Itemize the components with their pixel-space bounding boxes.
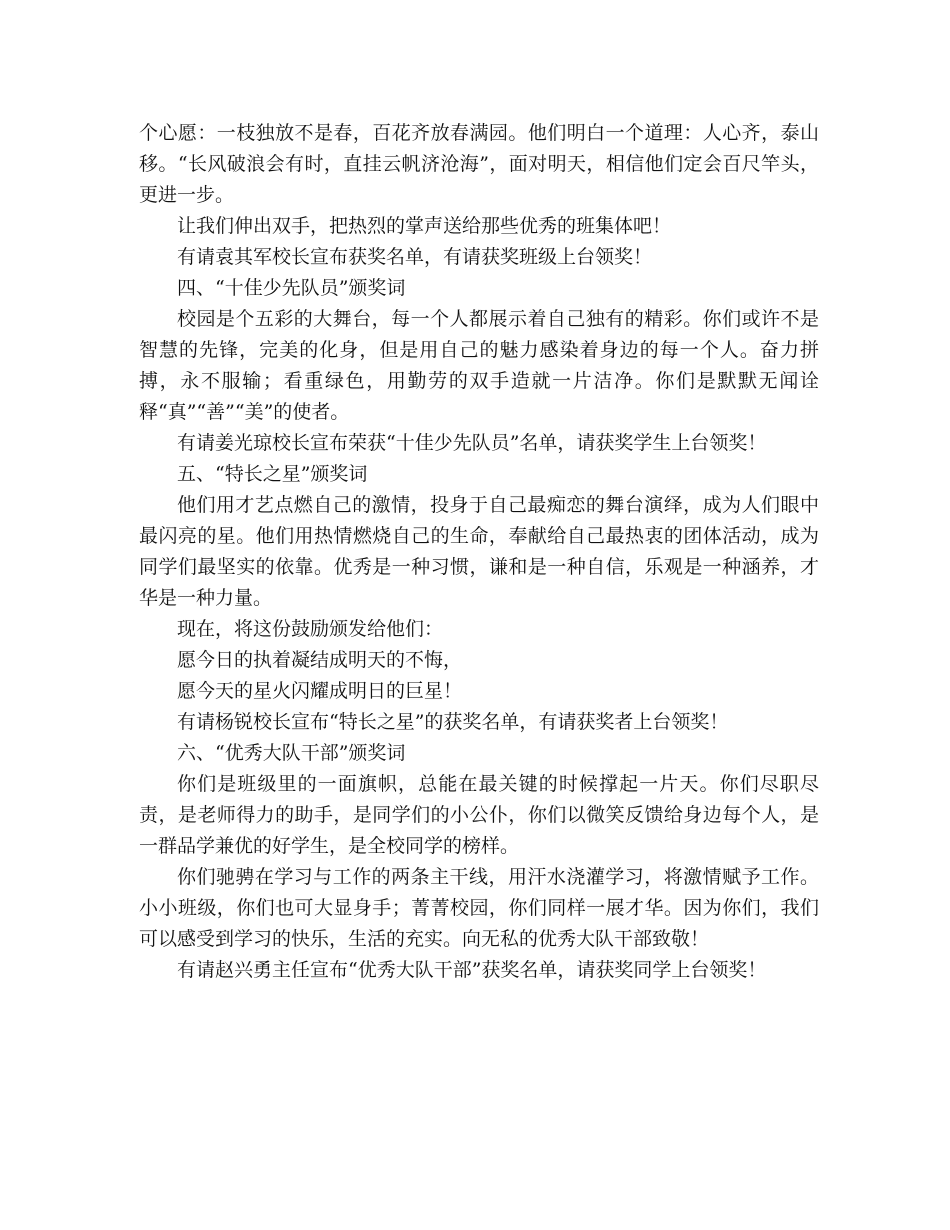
paragraph-wish-line-1: 愿今日的执着凝结成明天的不悔， bbox=[177, 649, 463, 671]
paragraph-continuation: 个心愿：一枝独放不是春，百花齐放春满园。他们明白一个道理：人心齐，泰山移。“长风破浪会有时，直挂云帆济沧海”，面对明天，相信他们定会百尺竿头，更进一步。 bbox=[139, 122, 819, 206]
paragraph-wish-line-2: 愿今天的星火闪耀成明日的巨星！ bbox=[177, 680, 463, 702]
paragraph-talent-speech: 他们用才艺点燃自己的激情，投身于自己最痴恋的舞台演绎，成为人们眼中最闪亮的星。他们用热情燃烧自己的生命，奉献给自己最热衷的团体活动，成为同学们最坚实的依靠。优秀是一种习惯，谦和是一种自信，乐观是一种涵养，才华是一种力量。 bbox=[139, 494, 819, 609]
section-heading-top-ten-pioneers: 四、“十佳少先队员”颁奖词 bbox=[177, 277, 406, 299]
document-body bbox=[139, 118, 819, 986]
paragraph-applause: 让我们伸出双手，把热烈的掌声送给那些优秀的班集体吧！ bbox=[177, 215, 672, 237]
section-heading-brigade-cadres: 六、“优秀大队干部”颁奖词 bbox=[177, 742, 406, 764]
paragraph-cadres-speech-2: 你们驰骋在学习与工作的两条主干线，用汗水浇灌学习，将激情赋予工作。小小班级，你们也可大显身手；菁菁校园，你们同样一展才华。因为你们，我们可以感受到学习的快乐，生活的充实。向无私的优秀大队干部致敬！ bbox=[139, 866, 819, 950]
section-heading-talent-stars: 五、“特长之星”颁奖词 bbox=[177, 463, 368, 485]
paragraph-announce-pioneers: 有请姜光琼校长宣布荣获“十佳少先队员”名单，请获奖学生上台领奖！ bbox=[177, 432, 767, 454]
paragraph-announce-class-awards: 有请袁其军校长宣布获奖名单，有请获奖班级上台领奖！ bbox=[177, 246, 653, 268]
paragraph-announce-talent: 有请杨锐校长宣布“特长之星”的获奖名单，有请获奖者上台领奖！ bbox=[177, 711, 729, 733]
paragraph-present-encouragement: 现在，将这份鼓励颁发给他们： bbox=[177, 618, 444, 640]
paragraph-cadres-speech-1: 你们是班级里的一面旗帜，总能在最关键的时候撑起一片天。你们尽职尽责，是老师得力的助手，是同学们的小公仆，你们以微笑反馈给身边每个人，是一群品学兼优的好学生，是全校同学的榜样。 bbox=[139, 773, 819, 857]
paragraph-announce-cadres: 有请赵兴勇主任宣布“优秀大队干部”获奖名单，请获奖同学上台领奖！ bbox=[177, 959, 767, 981]
paragraph-pioneers-speech: 校园是个五彩的大舞台，每一个人都展示着自己独有的精彩。你们或许不是智慧的先锋，完美的化身，但是用自己的魅力感染着身边的每一个人。奋力拼搏，永不服输；看重绿色，用勤劳的双手造就一片洁净。你们是默默无闻诠释“真”“善”“美”的使者。 bbox=[139, 308, 819, 423]
